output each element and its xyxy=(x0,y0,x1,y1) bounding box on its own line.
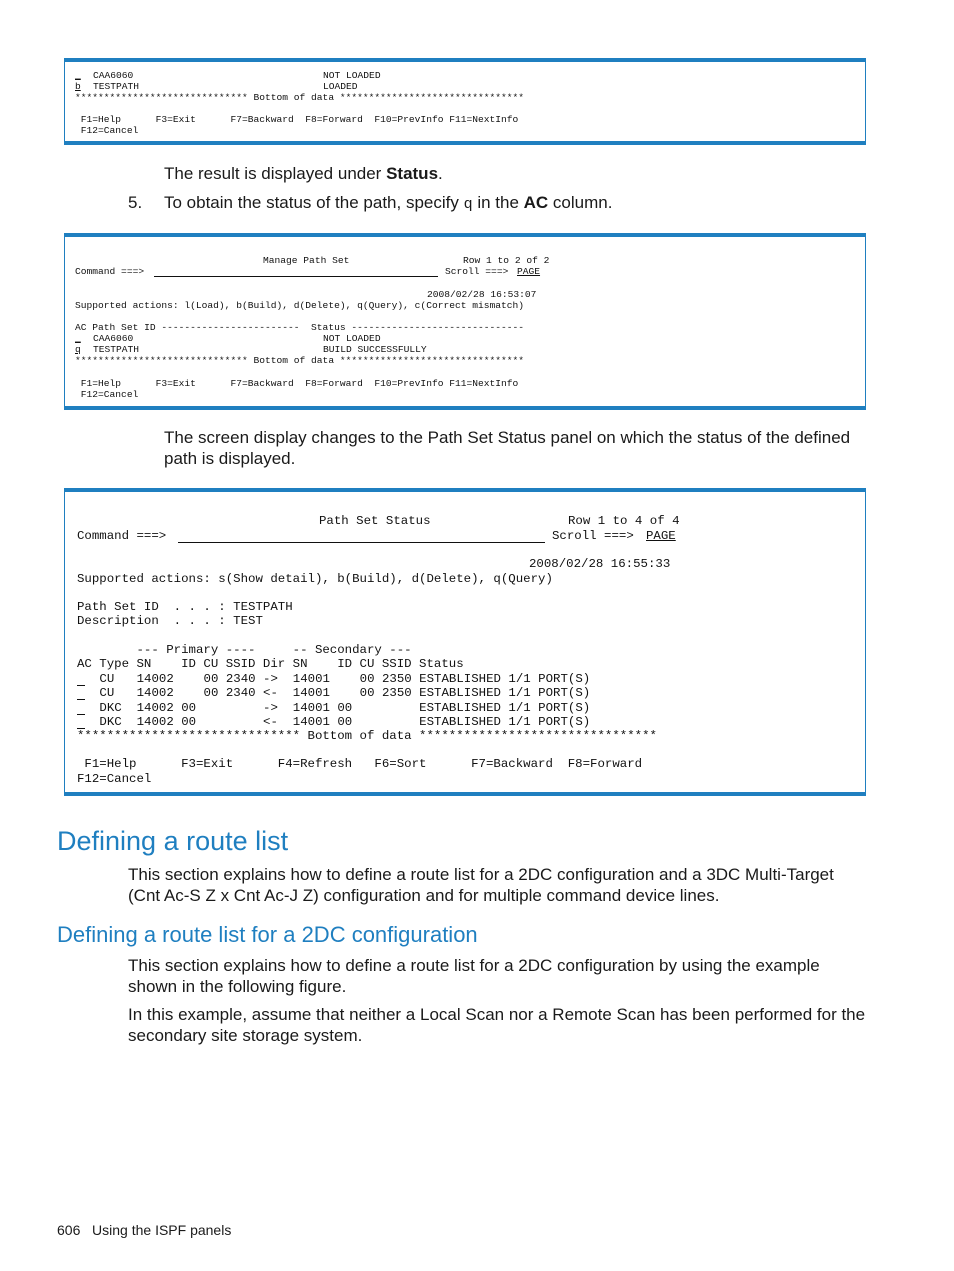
row-ac-input[interactable] xyxy=(77,699,85,700)
terminal-screen-2 xyxy=(64,233,866,410)
step-number: 5. xyxy=(128,193,143,212)
function-keys: F1=Help F3=Exit F7=Backward F8=Forward F10=PrevInfo F11=NextInfo xyxy=(75,378,519,389)
row-status: LOADED xyxy=(323,81,358,92)
timestamp: 2008/02/28 16:53:07 xyxy=(427,289,537,300)
description: Description . . . : TEST xyxy=(77,614,263,628)
command-label: Command ===> xyxy=(75,266,145,277)
row-ac-input[interactable]: _ xyxy=(75,70,81,81)
row-status: NOT LOADED xyxy=(323,70,381,81)
scroll-label: Scroll ===> xyxy=(445,266,509,277)
row-info: Row 1 to 4 of 4 xyxy=(568,514,680,528)
subsection-paragraph-1: This section explains how to define a route list for a 2DC configuration by using the example shown in the following figure. xyxy=(128,956,820,996)
row-status: BUILD SUCCESSFULLY xyxy=(323,344,427,355)
row-ac-input[interactable]: b xyxy=(75,81,81,92)
supported-actions: Supported actions: l(Load), b(Build), d(Delete), q(Query), c(Correct mismatch) xyxy=(75,300,525,311)
supported-actions: Supported actions: s(Show detail), b(Build), d(Delete), q(Query) xyxy=(77,572,553,586)
scroll-label: Scroll ===> xyxy=(552,529,634,543)
row-status: NOT LOADED xyxy=(323,333,381,344)
table-row: DKC 14002 00 <- 14001 00 ESTABLISHED 1/1 PORT(S) xyxy=(92,715,591,729)
function-keys-2: F12=Cancel xyxy=(77,772,152,786)
function-keys-2: F12=Cancel xyxy=(75,389,139,400)
footer-label: Using the ISPF panels xyxy=(92,1222,232,1238)
timestamp: 2008/02/28 16:55:33 xyxy=(529,557,671,571)
section-heading: Defining a route list xyxy=(57,826,289,856)
result-paragraph: The result is displayed under Status. xyxy=(164,164,443,183)
panel-title: Manage Path Set xyxy=(263,255,350,266)
group-header: --- Primary ---- -- Secondary --- xyxy=(77,643,412,657)
screen-change-paragraph: The screen display changes to the Path Set Status panel on which the status of the defined path is displayed. xyxy=(164,428,851,468)
row-name: CAA6060 xyxy=(93,333,134,344)
terminal-screen-1 xyxy=(64,58,866,145)
function-keys: F1=Help F3=Exit F4=Refresh F6=Sort F7=Backward F8=Forward xyxy=(77,757,643,771)
panel-title: Path Set Status xyxy=(319,514,431,528)
bottom-of-data: ****************************** Bottom of data ******************************** xyxy=(75,355,525,366)
scroll-input[interactable]: PAGE xyxy=(517,266,541,277)
subsection-heading: Defining a route list for a 2DC configuration xyxy=(57,922,478,947)
bottom-of-data: ****************************** Bottom of data ******************************** xyxy=(75,92,525,103)
table-row: CU 14002 00 2340 <- 14001 00 2350 ESTABLISHED 1/1 PORT(S) xyxy=(92,686,591,700)
step-text: To obtain the status of the path, specify q in the AC column. xyxy=(164,193,613,213)
row-ac-input[interactable]: _ xyxy=(75,333,81,344)
page-footer xyxy=(57,1222,231,1238)
table-row: DKC 14002 00 -> 14001 00 ESTABLISHED 1/1 PORT(S) xyxy=(92,701,591,715)
column-header: AC Type SN ID CU SSID Dir SN ID CU SSID Status xyxy=(77,657,464,671)
command-input[interactable] xyxy=(154,276,438,277)
row-ac-input[interactable] xyxy=(77,685,85,686)
command-label: Command ===> xyxy=(77,529,167,543)
row-ac-input[interactable] xyxy=(77,714,85,715)
row-info: Row 1 to 2 of 2 xyxy=(463,255,550,266)
command-input[interactable] xyxy=(178,542,545,543)
row-name: TESTPATH xyxy=(93,344,140,355)
column-header: AC Path Set ID ------------------------ Status ------------------------------ xyxy=(75,322,525,333)
subsection-paragraph-2: In this example, assume that neither a Local Scan nor a Remote Scan has been performed for the secondary site storage system. xyxy=(128,1005,866,1045)
table-row: CU 14002 00 2340 -> 14001 00 2350 ESTABLISHED 1/1 PORT(S) xyxy=(92,672,591,686)
terminal-screen-3 xyxy=(64,488,866,796)
path-set-id: Path Set ID . . . : TESTPATH xyxy=(77,600,293,614)
page-number: 606 xyxy=(57,1222,81,1238)
function-keys-2: F12=Cancel xyxy=(75,125,139,136)
function-keys: F1=Help F3=Exit F7=Backward F8=Forward F10=PrevInfo F11=NextInfo xyxy=(75,114,519,125)
row-name: CAA6060 xyxy=(93,70,134,81)
row-ac-input[interactable]: q xyxy=(75,344,81,355)
bottom-of-data: ****************************** Bottom of data ******************************** xyxy=(77,729,657,743)
scroll-input[interactable]: PAGE xyxy=(646,529,676,543)
row-name: TESTPATH xyxy=(93,81,140,92)
section-paragraph: This section explains how to define a route list for a 2DC configuration and a 3DC Multi-Target (Cnt Ac-S Z x Cnt Ac-J Z) configuration and for multiple command device lines. xyxy=(128,865,834,905)
